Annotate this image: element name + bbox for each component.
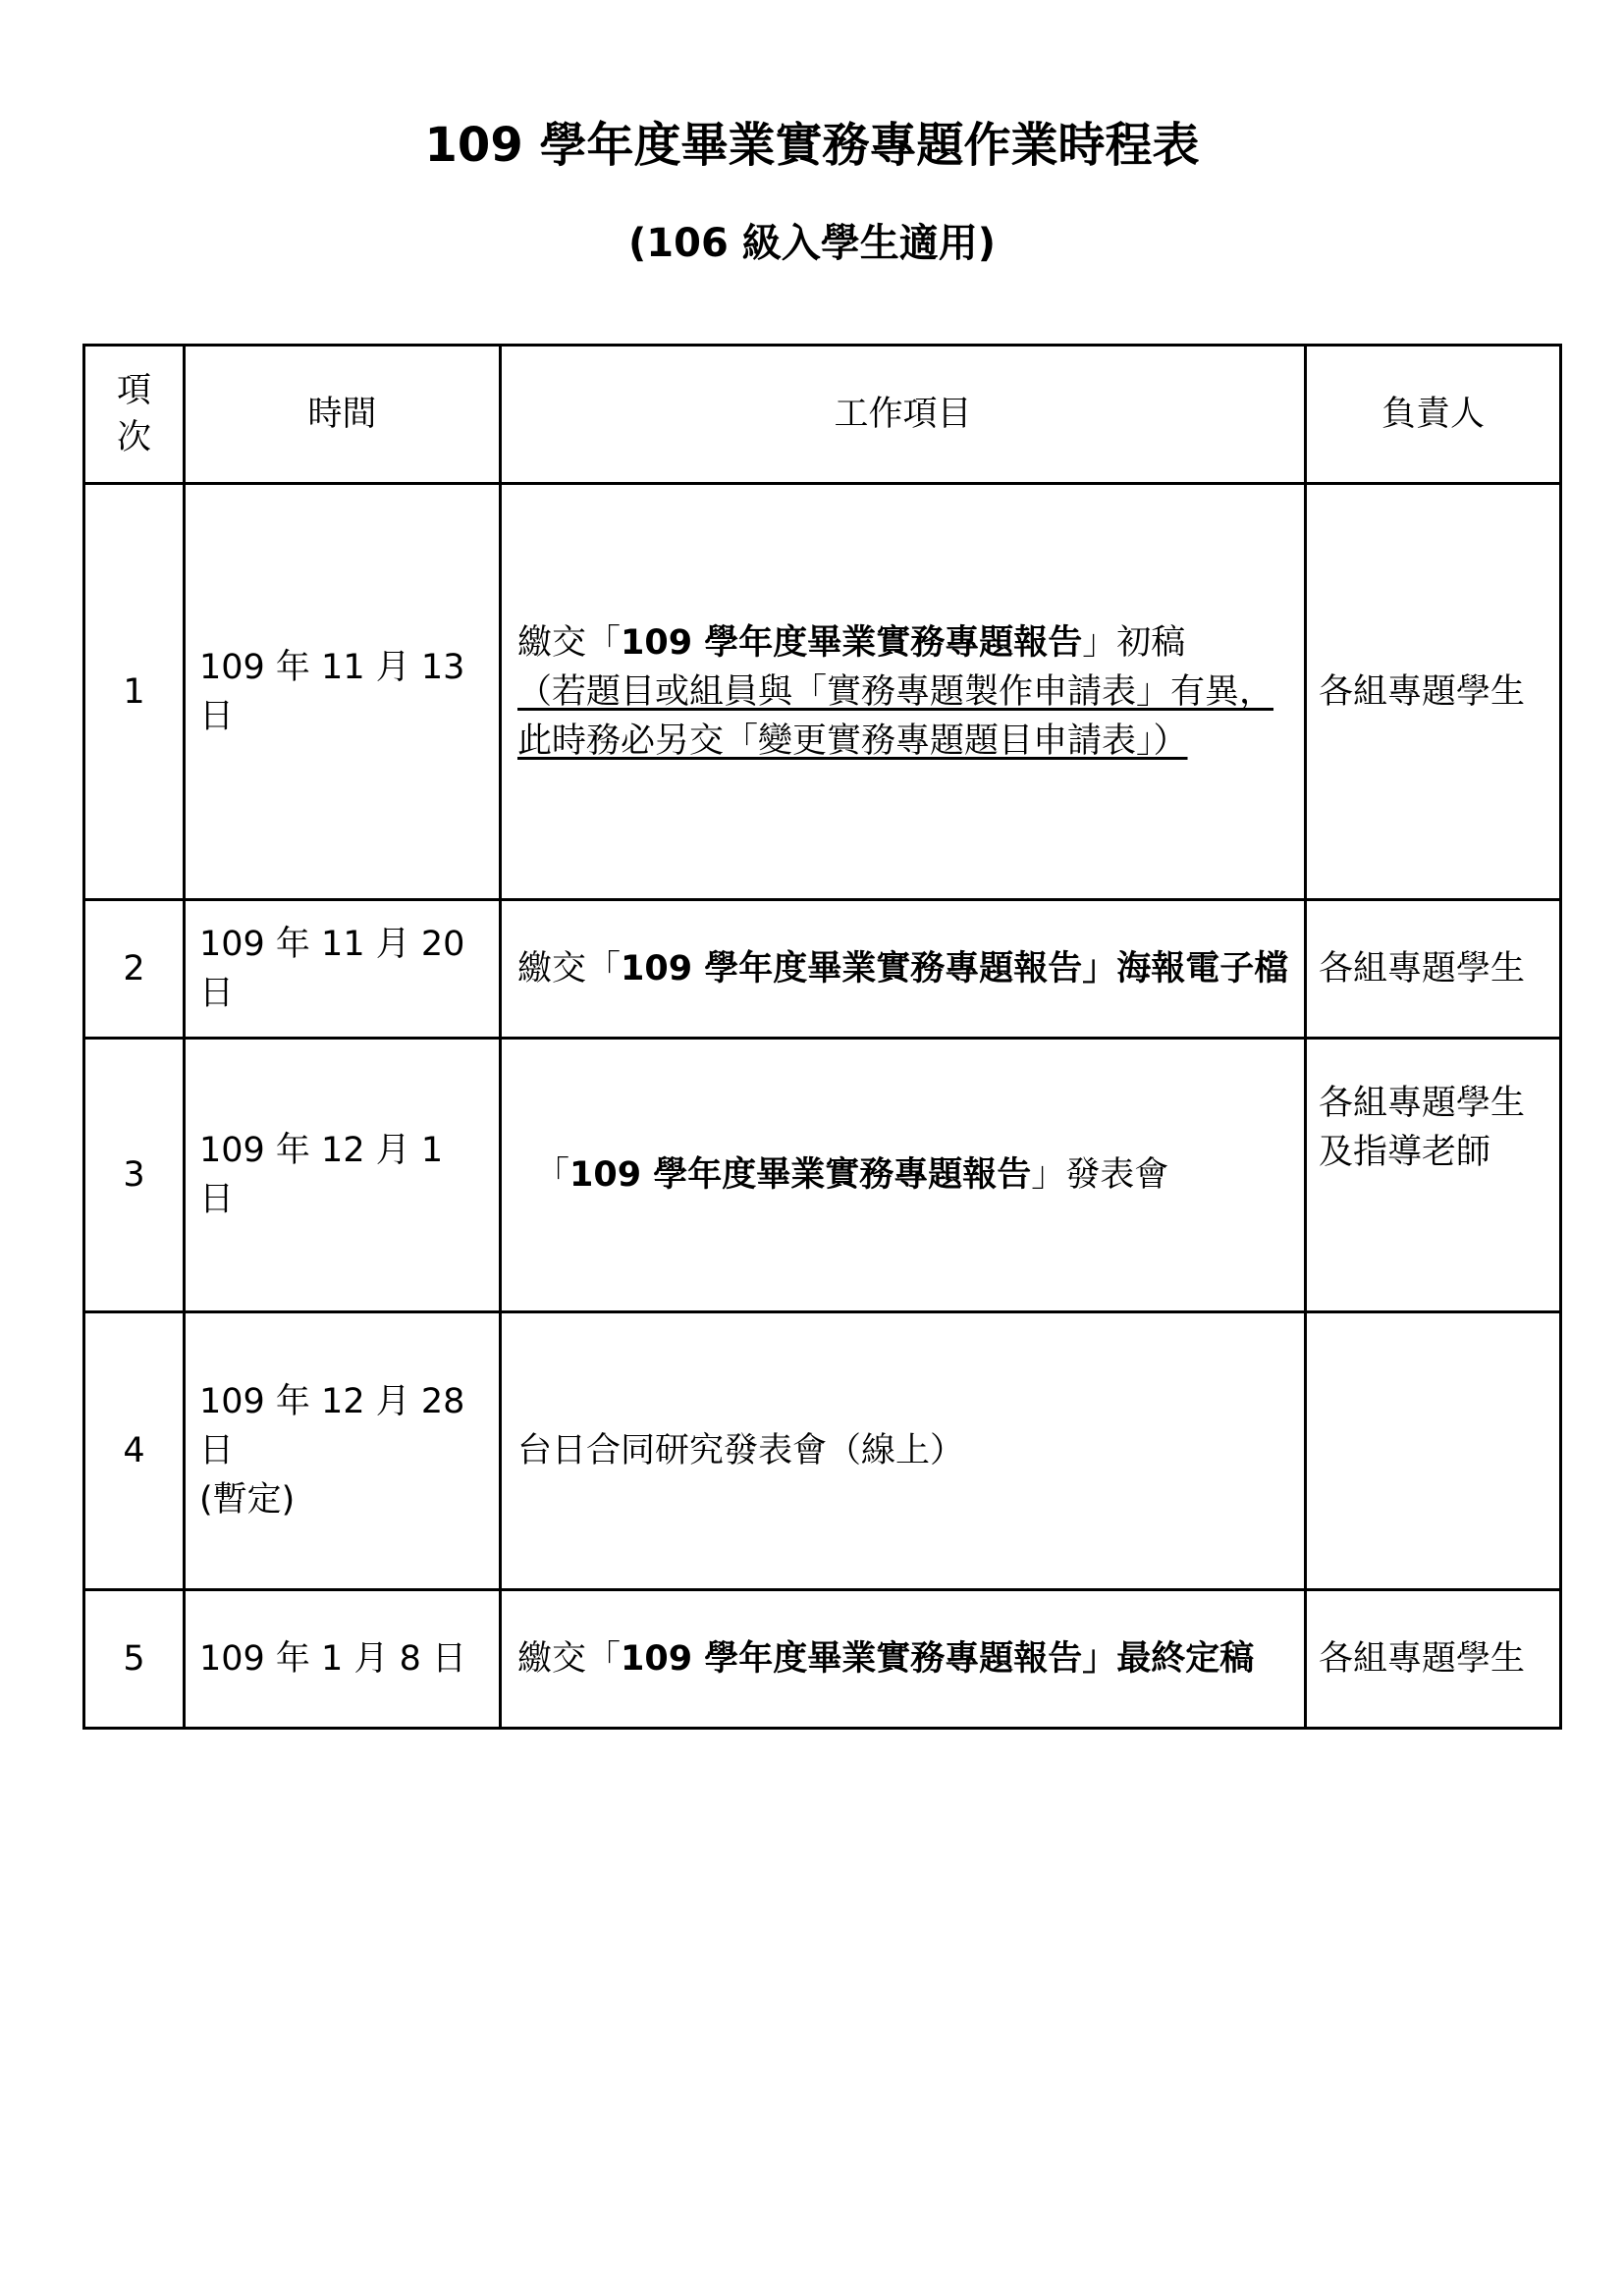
row-item: 台日合同研究發表會（線上） — [501, 1312, 1306, 1590]
item-prefix: 「 — [535, 1155, 570, 1195]
row-time: 109 年 12 月 1 日 — [185, 1039, 501, 1312]
header-time: 時間 — [185, 346, 501, 484]
row-no: 1 — [84, 484, 185, 900]
page-subtitle: (106 級入學生適用) — [628, 221, 996, 266]
row-no: 5 — [84, 1590, 185, 1729]
header-owner: 負責人 — [1306, 346, 1561, 484]
row-no: 2 — [84, 900, 185, 1039]
item-bold: 109 學年度畢業實務專題報告 — [621, 1639, 1083, 1679]
item-suffix: 」最終定稿 — [1082, 1639, 1255, 1679]
table-row — [84, 484, 1561, 900]
row-time: 109 年 1 月 8 日 — [185, 1590, 501, 1729]
row-owner — [1306, 1312, 1561, 1590]
page-title: 109 學年度畢業實務專題作業時程表 — [424, 118, 1200, 173]
table-row — [84, 1039, 1561, 1312]
row-item — [501, 1590, 1306, 1729]
row-owner: 各組專題學生 — [1306, 900, 1561, 1039]
item-bold: 109 學年度畢業實務專題報告 — [621, 949, 1083, 988]
item-bold: 109 學年度畢業實務專題報告 — [569, 1155, 1032, 1195]
item-prefix: 繳交「 — [517, 622, 622, 663]
item-prefix: 繳交「 — [517, 1639, 622, 1679]
item-bold: 109 學年度畢業實務專題報告 — [621, 622, 1083, 663]
table-row — [84, 1590, 1561, 1729]
row-owner — [1306, 1039, 1561, 1312]
header-no-line1: 項 — [116, 371, 151, 410]
header-item: 工作項目 — [501, 346, 1306, 484]
header-no — [84, 346, 185, 484]
owner-line2: 及指導老師 — [1319, 1133, 1491, 1172]
row-time: 109 年 11 月 13 日 — [185, 484, 501, 900]
item-prefix: 繳交「 — [517, 949, 622, 988]
row-time — [185, 1312, 501, 1590]
item-suffix: 」發表會 — [1031, 1155, 1169, 1195]
row-item — [501, 484, 1306, 900]
table-row — [84, 900, 1561, 1039]
row-item — [501, 1039, 1306, 1312]
table-row — [84, 1312, 1561, 1590]
row-item — [501, 900, 1306, 1039]
row-owner: 各組專題學生 — [1306, 1590, 1561, 1729]
item-suffix: 」初稿 — [1082, 622, 1186, 663]
row-no: 3 — [84, 1039, 185, 1312]
time-line2: (暫定) — [199, 1480, 296, 1520]
header-no-line2: 次 — [116, 418, 151, 457]
item-note: （若題目或組員與「實務專題製作申請表」有異，此時務必另交「變更實務專題題目申請表」） — [517, 671, 1274, 761]
schedule-table — [82, 344, 1562, 1730]
time-line1: 109 年 12 月 28 日 — [199, 1382, 465, 1470]
table-header-row — [84, 346, 1561, 484]
row-owner: 各組專題學生 — [1306, 484, 1561, 900]
row-time: 109 年 11 月 20 日 — [185, 900, 501, 1039]
item-suffix: 」海報電子檔 — [1082, 949, 1289, 988]
row-no: 4 — [84, 1312, 185, 1590]
owner-line1: 各組專題學生 — [1319, 1084, 1526, 1123]
